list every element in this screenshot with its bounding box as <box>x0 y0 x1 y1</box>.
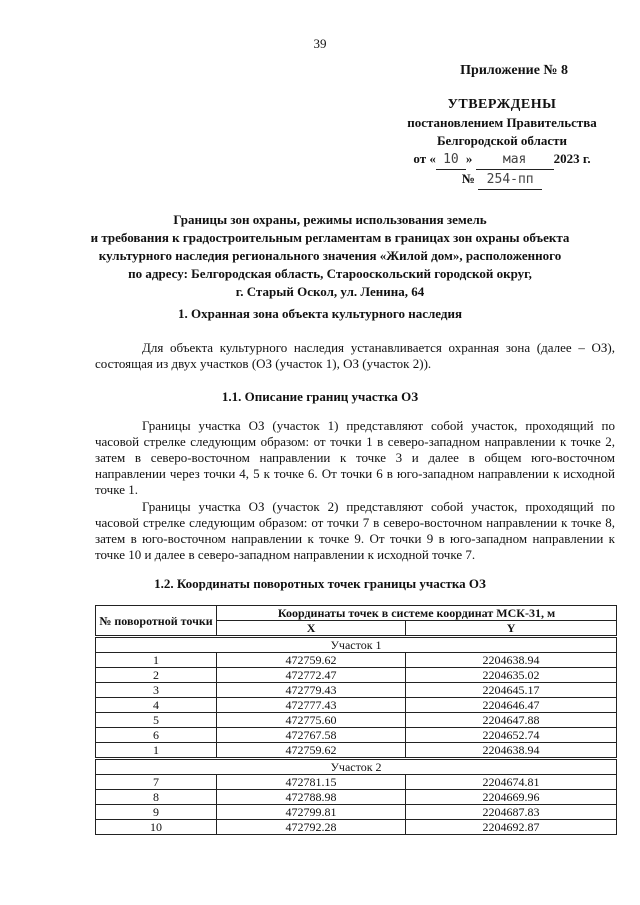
coord-x-cell: 472772.47 <box>217 668 406 683</box>
point-number-cell: 4 <box>96 698 217 713</box>
coord-x-cell: 472799.81 <box>217 805 406 820</box>
coord-y-cell: 2204638.94 <box>406 653 617 668</box>
coord-y-cell: 2204652.74 <box>406 728 617 743</box>
coord-x-cell: 472779.43 <box>217 683 406 698</box>
table-row <box>96 698 617 713</box>
table-row <box>96 820 617 835</box>
section-1-1-heading: 1.1. Описание границ участка ОЗ <box>221 389 419 404</box>
section-1-2-heading: 1.2. Координаты поворотных точек границы участка ОЗ <box>154 576 486 591</box>
table-row <box>96 743 617 759</box>
table-group-row <box>96 637 617 653</box>
col-x-header: X <box>217 621 406 637</box>
approval-heading: УТВЕРЖДЕНЫ <box>447 97 557 112</box>
coord-y-cell: 2204635.02 <box>406 668 617 683</box>
coord-y-cell: 2204687.83 <box>406 805 617 820</box>
group-label: Участок 1 <box>96 637 617 653</box>
approval-block <box>397 96 607 190</box>
section-1-1-para-1: Границы участка ОЗ (участок 1) представляют собой участок, проходящий по часовой стрелке следующим образом: от точки 1 в северо-западном направлении к точке 2, затем в северо-восточном направлении к точке 3 и далее в общем юго-восточном направлении через точки 4, 5 к точке 6. От точки 6 в юго-западном направлении к исходной точке 1. <box>95 418 615 497</box>
coord-y-cell: 2204646.47 <box>406 698 617 713</box>
table-row <box>96 653 617 668</box>
section-1-heading: 1. Охранная зона объекта культурного наследия <box>178 306 462 321</box>
coord-y-cell: 2204647.88 <box>406 713 617 728</box>
document-number: 254-пп <box>478 171 542 190</box>
approval-date <box>397 150 607 170</box>
table-row <box>96 713 617 728</box>
point-number-cell: 7 <box>96 775 217 790</box>
date-prefix: от « <box>413 151 436 166</box>
point-number-cell: 10 <box>96 820 217 835</box>
date-mid: » <box>465 151 473 166</box>
page-number: 39 <box>313 36 327 51</box>
point-number-cell: 1 <box>96 743 217 759</box>
date-day: 10 <box>436 151 466 170</box>
coord-y-cell: 2204674.81 <box>406 775 617 790</box>
table-row <box>96 805 617 820</box>
table-row <box>96 790 617 805</box>
col-y-header: Y <box>406 621 617 637</box>
approval-number <box>397 170 607 190</box>
point-number-cell: 3 <box>96 683 217 698</box>
col-coords-header: Координаты точек в системе координат МСК-31, м <box>217 606 617 621</box>
table-row <box>96 668 617 683</box>
coord-y-cell: 2204692.87 <box>406 820 617 835</box>
table-group-row <box>96 759 617 775</box>
approval-line-1: постановлением Правительства <box>407 115 597 130</box>
approval-line-2: Белгородской области <box>436 133 568 148</box>
table-row <box>96 728 617 743</box>
document-title <box>80 211 580 301</box>
point-number-cell: 9 <box>96 805 217 820</box>
coord-x-cell: 472792.28 <box>217 820 406 835</box>
point-number-cell: 8 <box>96 790 217 805</box>
coord-x-cell: 472781.15 <box>217 775 406 790</box>
number-prefix: № <box>461 171 475 186</box>
title-line-1: Границы зон охраны, режимы использования земель <box>173 212 487 227</box>
coord-x-cell: 472759.62 <box>217 743 406 759</box>
coord-x-cell: 472759.62 <box>217 653 406 668</box>
title-line-3: культурного наследия регионального значения «Жилой дом», расположенного <box>98 248 562 263</box>
coord-y-cell: 2204638.94 <box>406 743 617 759</box>
coord-x-cell: 472777.43 <box>217 698 406 713</box>
table-row <box>96 683 617 698</box>
coord-x-cell: 472767.58 <box>217 728 406 743</box>
coordinates-table <box>95 605 617 835</box>
col-point-header: № поворотной точки <box>96 606 217 637</box>
date-month: мая <box>476 151 554 170</box>
coord-x-cell: 472788.98 <box>217 790 406 805</box>
point-number-cell: 1 <box>96 653 217 668</box>
point-number-cell: 5 <box>96 713 217 728</box>
date-year: 2023 г. <box>553 151 591 166</box>
coord-y-cell: 2204669.96 <box>406 790 617 805</box>
title-line-2: и требования к градостроительным регламентам в границах зон охраны объекта <box>90 230 570 245</box>
point-number-cell: 2 <box>96 668 217 683</box>
group-label: Участок 2 <box>96 759 617 775</box>
point-number-cell: 6 <box>96 728 217 743</box>
title-line-4: по адресу: Белгородская область, Старооскольский городской округ, <box>128 266 532 281</box>
appendix-label: Приложение № 8 <box>460 63 568 78</box>
section-1-text: Для объекта культурного наследия устанавливается охранная зона (далее – ОЗ), состоящая из двух участков (ОЗ (участок 1), ОЗ (участок 2)). <box>95 340 615 371</box>
coord-y-cell: 2204645.17 <box>406 683 617 698</box>
title-line-5: г. Старый Оскол, ул. Ленина, 64 <box>235 284 425 299</box>
section-1-1-para-2: Границы участка ОЗ (участок 2) представляют собой участок, проходящий по часовой стрелке следующим образом: от точки 7 в северо-восточном направлении к точке 8, затем в юго-восточном направлении к точке 9. От точки 9 в юго-западном направлении к точке 10 и далее в северо-западном направлении к исходной точке 7. <box>95 499 615 562</box>
table-row <box>96 775 617 790</box>
coord-x-cell: 472775.60 <box>217 713 406 728</box>
